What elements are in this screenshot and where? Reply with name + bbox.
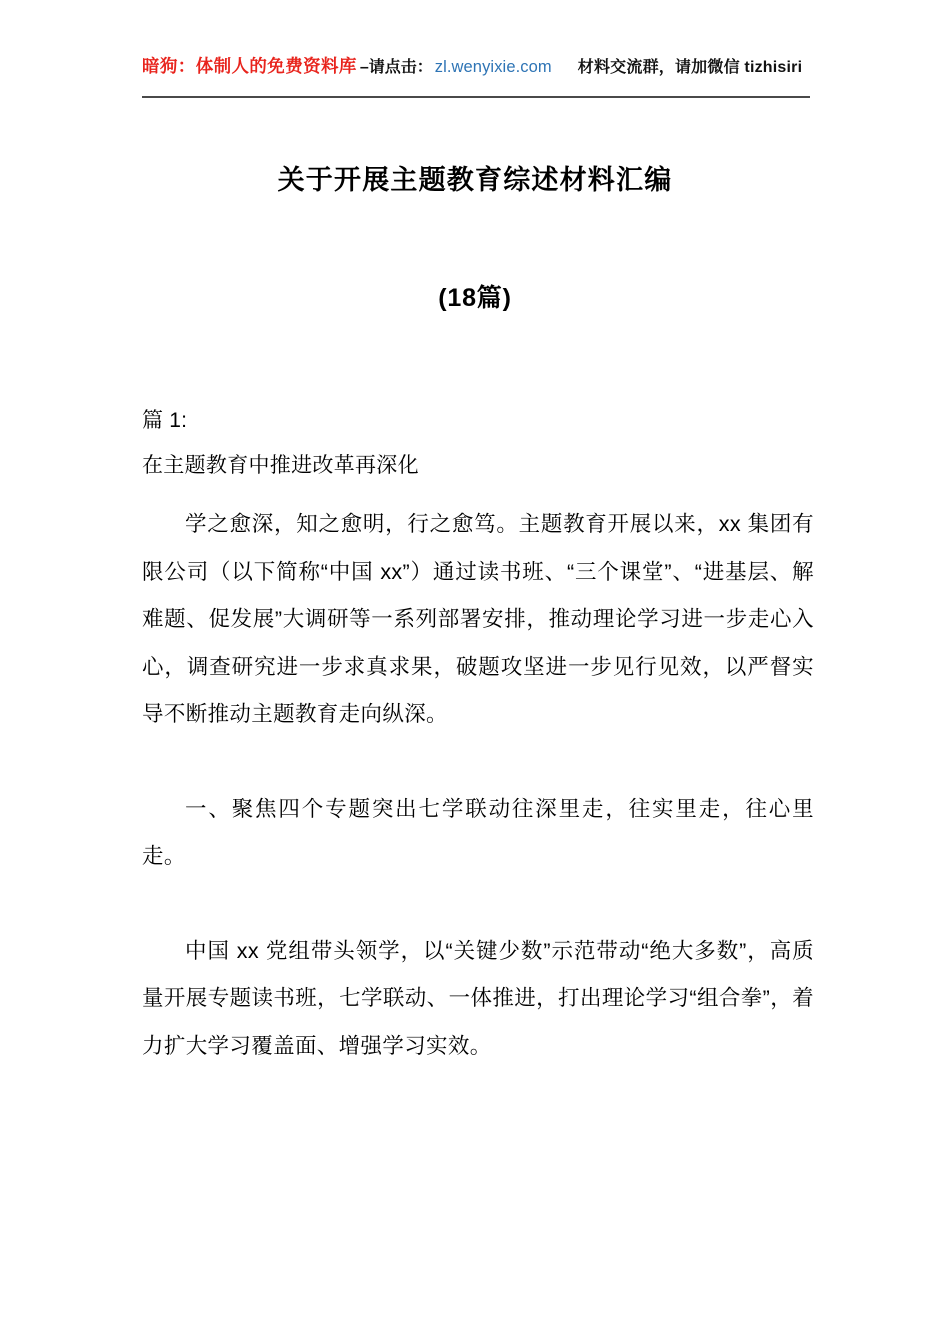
body-spacer: [142, 489, 814, 501]
promo-wechat-note: 材料交流群，请加微信 tizhisiri: [577, 59, 803, 76]
header-divider-rule: [142, 96, 810, 98]
body-paragraph-1: 学之愈深，知之愈明，行之愈笃。主题教育开展以来，xx 集团有限公司（以下简称“中国 xx”）通过读书班、“三个课堂”、“进基层、解难题、促发展”大调研等一系列部署安排，推动理论学习进一步走心入心，调查研究进一步求真求果，破题攻坚进一步见行见效，以严督实导不断推动主题教育走向纵深。: [142, 512, 814, 726]
body-paragraph-3: 中国 xx 党组带头领学，以“关键少数”示范带动“绝大多数”，高质量开展专题读书班，七学联动、一体推进，打出理论学习“组合拳”，着力扩大学习覆盖面、增强学习实效。: [142, 938, 814, 1058]
promo-website-link[interactable]: zl.wenyixie.com: [434, 58, 552, 76]
promo-brand-text: 暗狗：体制人的免费资料库: [142, 56, 357, 76]
body-paragraph-2-section-heading: 一、聚焦四个专题突出七学联动往深里走，往实里走，往心里走。: [142, 796, 814, 868]
document-subtitle-count: (18篇): [438, 284, 512, 312]
article-heading: 在主题教育中推进改革再深化: [142, 454, 419, 477]
promo-cta-text: –请点击：: [359, 59, 433, 76]
article-label: 篇 1:: [142, 409, 188, 432]
promo-header: [142, 58, 810, 92]
document-body: [142, 398, 814, 1070]
document-title: 关于开展主题教育综述材料汇编: [277, 165, 673, 195]
